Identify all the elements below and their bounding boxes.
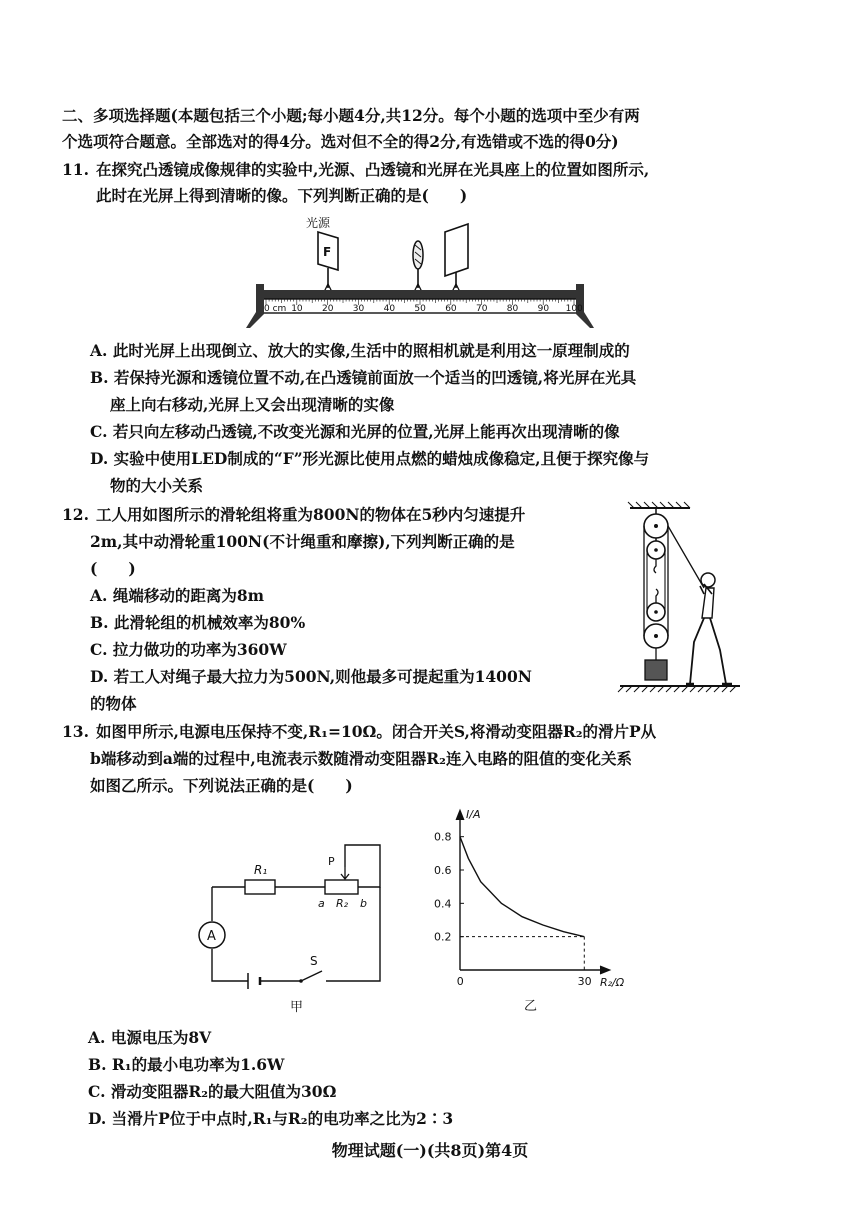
x-axis-label: R₂/Ω [600,976,625,989]
bench-tick-label: 40 [383,304,396,314]
light-source-letter: F [323,245,332,259]
bench-tick-label: 60 [445,304,457,314]
circuit-caption: 甲 [290,1000,304,1015]
question-11-option-d-line1: D. 实验中使用LED制成的“F”形光源比使用点燃的蜡烛成像稳定,且便于探究像与 [90,449,650,468]
graph-caption: 乙 [524,999,538,1014]
question-12-stem-line1: 工人用如图所示的滑轮组将重为800N的物体在5秒内匀速提升 [96,505,526,524]
question-12-option-d-line2: 的物体 [90,694,137,713]
optical-bench-figure [230,210,610,335]
question-12-stem-line3: ( ) [90,559,136,578]
bench-tick-label: 70 [476,304,488,314]
r2-label: R₂ [336,897,349,910]
slider-p [341,867,349,879]
question-11-stem-line2: 此时在光屏上得到清晰的像。下列判断正确的是( ) [96,186,468,205]
bench-tick-label: 80 [506,304,519,314]
weight-block [645,660,667,680]
rheostat-r2 [325,880,358,894]
y-tick-label: 0.4 [434,897,452,911]
p-label: P [328,855,335,868]
light-source-label: 光源 [306,216,331,230]
question-12-option-a: A. 绳端移动的距离为8m [90,586,265,605]
question-13-option-d: D. 当滑片P位于中点时,R₁与R₂的电功率之比为2∶3 [88,1109,454,1128]
pulley-system-figure [616,500,741,705]
optical-bench-rail [262,290,578,299]
question-12-number: 12. [62,505,89,524]
page-footer: 物理试题(一)(共8页)第4页 [331,1141,529,1160]
bench-tick-label: 50 [414,304,426,314]
resistor-r1 [245,880,275,894]
question-11-option-b-line2: 座上向右移动,光屏上又会出现清晰的实像 [110,395,395,414]
question-13-stem-line1: 如图甲所示,电源电压保持不变,R₁=10Ω。闭合开关S,将滑动变阻器R₂的滑片P从 [96,722,657,741]
circuit-diagram [190,835,400,1015]
x-tick-label: 0 [456,975,464,988]
question-13-stem-line2: b端移动到a端的过程中,电流表示数随滑动变阻器R₂连入电路的阻值的变化关系 [90,749,632,768]
question-12-stem-line2: 2m,其中动滑轮重100N(不计绳重和摩擦),下列判断正确的是 [90,532,515,551]
pull-rope [668,526,704,588]
section-heading-line1: 二、多项选择题(本题包括三个小题;每小题4分,共12分。每个小题的选项中至少有两 [62,106,640,125]
y-tick-label: 0.2 [434,930,452,944]
worker-head [701,573,715,587]
question-11-option-b-line1: B. 若保持光源和透镜位置不动,在凸透镜前面放一个适当的凹透镜,将光屏在光具 [90,368,637,387]
x-tick-label: 30 [577,975,592,988]
end-b-label: b [360,897,367,910]
current-curve [460,837,584,937]
question-11-option-a: A. 此时光屏上出现倒立、放大的实像,生活中的照相机就是利用这一原理制成的 [90,341,630,360]
bench-left-leg [246,284,264,328]
ammeter-label: A [207,929,216,944]
question-13-option-a: A. 电源电压为8V [88,1028,212,1047]
bench-tick-label: 20 [322,304,334,314]
question-11-option-c: C. 若只向左移动凸透镜,不改变光源和光屏的位置,光屏上能再次出现清晰的像 [90,422,620,441]
bench-tick-label: 30 [352,304,365,314]
section-heading-line2: 个选项符合题意。全部选对的得4分。选对但不全的得2分,有选错或不选的得0分) [62,132,619,151]
y-tick-label: 0.8 [434,830,452,844]
light-screen [445,224,468,276]
switch-label: S [310,954,318,968]
bench-tick-label: 100 [565,304,583,314]
question-12-option-d-line1: D. 若工人对绳子最大拉力为500N,则他最多可提起重为1400N [90,667,532,686]
question-11-stem-line1: 在探究凸透镜成像规律的实验中,光源、凸透镜和光屏在光具座上的位置如图所示, [96,160,650,179]
switch-s [301,971,322,981]
r1-label: R₁ [254,863,268,877]
question-12-option-b: B. 此滑轮组的机械效率为80% [90,613,306,632]
y-tick-label: 0.6 [434,864,452,877]
question-12-option-c: C. 拉力做功的功率为360W [90,640,287,659]
bench-unit-label: 0 cm [264,304,287,314]
question-11-number: 11. [62,160,89,179]
question-13-stem-line3: 如图乙所示。下列说法正确的是( ) [90,776,353,795]
question-11-option-d-line2: 物的大小关系 [110,476,204,495]
question-13-option-b: B. R₁的最小电功率为1.6W [88,1055,285,1074]
bench-tick-label: 10 [291,304,303,314]
bench-tick-label: 90 [537,304,550,314]
question-13-number: 13. [62,722,89,741]
current-resistance-graph [420,800,640,1015]
end-a-label: a [318,897,325,910]
question-13-option-c: C. 滑动变阻器R₂的最大阻值为30Ω [88,1082,337,1101]
y-axis-label: I/A [466,808,481,821]
